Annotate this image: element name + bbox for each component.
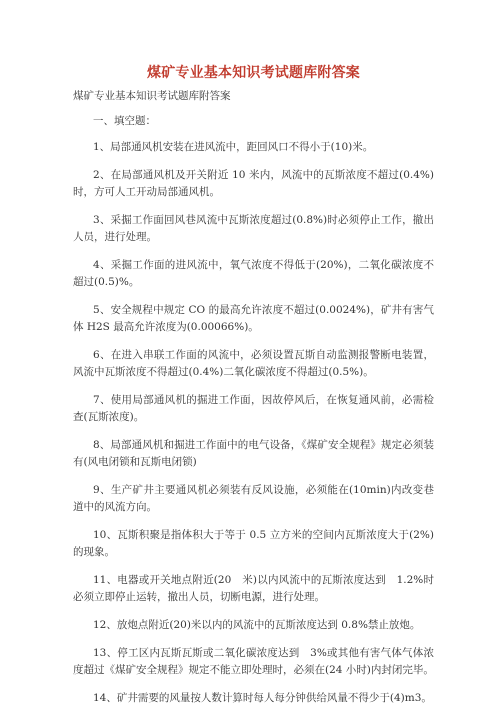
- question-item: 5、安全规程中规定 CO 的最高允许浓度不超过(0.0024%)，矿井有害气体 H2S 最高允许浓度为(0.00066%)。: [73, 304, 434, 333]
- question-item: 3、采掘工作面回风巷风流中瓦斯浓度超过(0.8%)时必须停止工作，撤出人员，进行处理。: [73, 214, 434, 243]
- section-heading: 一、填空题：: [93, 115, 156, 127]
- document-title: 煤矿专业基本知识考试题库附答案: [147, 65, 360, 81]
- question-item: 12、放炮点附近(20)米以内的风流中的瓦斯浓度达到 0.8%禁止放炮。: [93, 619, 421, 631]
- question-item: 2、在局部通风机及开关附近 10 米内，风流中的瓦斯浓度不超过(0.4%)时，方可人工开动局部通风机。: [73, 169, 434, 198]
- question-item: 7、使用局部通风机的掘进工作面，因故停风后，在恢复通风前，必需检查(瓦斯浓度)。: [73, 394, 434, 423]
- question-item: 6、在进入串联工作面的风流中，必须设置瓦斯自动监测报警断电装置，风流中瓦斯浓度不得超过(0.4%)二氧化碳浓度不得超过(0.5%)。: [73, 349, 434, 378]
- question-item: 1、局部通风机安装在进风流中，距回风口不得小于(10)米。: [93, 141, 374, 153]
- question-item: 9、生产矿井主要通风机必须装有反风设施，必须能在(10min)内改变巷道中的风流方向。: [73, 484, 434, 513]
- question-item: 11、电器或开关地点附近(20 米)以内风流中的瓦斯浓度达到 1.2%时必须立即停止运转，撤出人员，切断电源，进行处理。: [73, 574, 434, 603]
- question-item: 4、采掘工作面的进风流中，氧气浓度不得低于(20%)，二氧化碳浓度不超过(0.5)%。: [73, 259, 434, 288]
- document-subtitle: 煤矿专业基本知识考试题库附答案: [73, 90, 231, 102]
- question-item: 14、矿井需要的风量按人数计算时每人每分钟供给风量不得少于(4)m3。: [93, 692, 432, 704]
- question-item: 13、停工区内瓦斯瓦斯或二氧化碳浓度达到 3%或其他有害气体气体浓度超过《煤矿安全规程》规定不能立即处理时，必须在(24 小时)内封闭完毕。: [73, 647, 434, 676]
- question-item: 8、局部通风机和掘进工作面中的电气设备，《煤矿安全规程》规定必须装有(风电闭锁和瓦斯电闭锁): [73, 439, 434, 468]
- question-item: 10、瓦斯积聚是指体积大于等于 0.5 立方米的空间内瓦斯浓度大于(2%)的现象。: [73, 529, 434, 558]
